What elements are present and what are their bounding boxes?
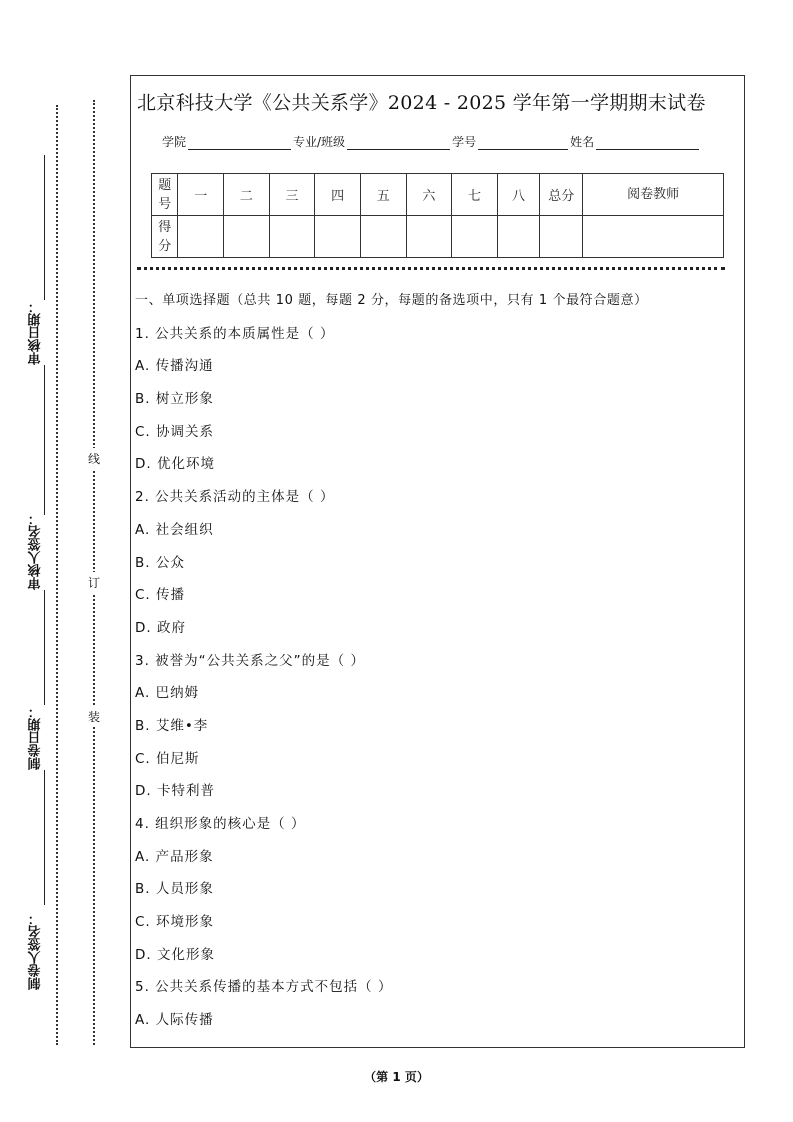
maker-sign-label: 制卷人签名： xyxy=(28,912,44,990)
col-4: 四 xyxy=(315,174,361,216)
review-date-line xyxy=(44,155,45,300)
q1-option-d: D. 优化环境 xyxy=(135,456,215,473)
reviewer-sign-line xyxy=(44,365,45,515)
score-cell-3[interactable] xyxy=(269,216,315,258)
question-number-row xyxy=(152,174,724,216)
score-cell-5[interactable] xyxy=(360,216,406,258)
q1-option-c: C. 协调关系 xyxy=(135,423,215,440)
col-8: 八 xyxy=(497,174,539,216)
q2-option-b: B. 公众 xyxy=(135,554,185,571)
q3-option-d: D. 卡特利普 xyxy=(135,783,215,800)
binding-zhuang-char: 装 xyxy=(86,706,102,727)
make-date-label: 制卷日期： xyxy=(28,705,44,770)
col-6: 六 xyxy=(406,174,452,216)
q4-option-b: B. 人员形象 xyxy=(135,881,214,898)
q3-option-a: A. 巴纳姆 xyxy=(135,685,200,702)
score-table xyxy=(151,173,724,258)
score-cell-total[interactable] xyxy=(540,216,583,258)
score-cell-reviewer[interactable] xyxy=(583,216,724,258)
score-cell-1[interactable] xyxy=(178,216,224,258)
maker-sign-line xyxy=(44,770,45,905)
student-id-field[interactable] xyxy=(478,137,568,150)
exam-title: 北京科技大学《公共关系学》2024 - 2025 学年第一学期期末试卷 xyxy=(137,92,706,114)
student-id-label: 学号 xyxy=(452,135,477,149)
q4-option-d: D. 文化形象 xyxy=(135,946,215,963)
make-date-line xyxy=(44,590,45,705)
major-class-label: 专业/班级 xyxy=(293,135,346,149)
q4-option-c: C. 环境形象 xyxy=(135,914,215,931)
score-label: 得分 xyxy=(152,216,178,258)
question-3: 3. 被誉为“公共关系之父”的是（ ） xyxy=(135,652,365,669)
header-separator xyxy=(137,267,725,270)
q1-option-a: A. 传播沟通 xyxy=(135,358,214,375)
college-field[interactable] xyxy=(188,137,291,150)
binding-ding-char: 订 xyxy=(86,572,102,593)
q2-option-a: A. 社会组织 xyxy=(135,521,214,538)
name-label: 姓名 xyxy=(570,135,595,149)
score-cell-8[interactable] xyxy=(497,216,539,258)
q4-option-a: A. 产品形象 xyxy=(135,848,214,865)
section-heading: 一、单项选择题（总共 10 题，每题 2 分，每题的备选项中，只有 1 个最符合题意） xyxy=(135,293,648,308)
question-4: 4. 组织形象的核心是（ ） xyxy=(135,816,306,832)
score-cell-7[interactable] xyxy=(452,216,498,258)
question-content xyxy=(135,290,745,1042)
q2-option-d: D. 政府 xyxy=(135,619,186,636)
question-number-label: 题号 xyxy=(152,174,178,216)
score-cell-4[interactable] xyxy=(315,216,361,258)
q3-option-c: C. 伯尼斯 xyxy=(135,750,200,767)
question-1: 1. 公共关系的本质属性是（ ） xyxy=(135,325,335,342)
q5-option-a: A. 人际传播 xyxy=(135,1012,214,1029)
col-1: 一 xyxy=(178,174,224,216)
review-date-label: 审核日期： xyxy=(28,300,44,365)
student-info-row xyxy=(162,133,701,150)
q2-option-c: C. 传播 xyxy=(135,587,186,604)
college-label: 学院 xyxy=(162,135,187,149)
col-5: 五 xyxy=(360,174,406,216)
question-5: 5. 公共关系传播的基本方式不包括（ ） xyxy=(135,979,393,996)
outer-dotted-line xyxy=(56,105,58,1045)
page-number: （第 1 页） xyxy=(364,1070,429,1084)
col-7: 七 xyxy=(452,174,498,216)
col-total: 总分 xyxy=(540,174,583,216)
q1-option-b: B. 树立形象 xyxy=(135,391,214,408)
q3-option-b: B. 艾维•李 xyxy=(135,717,209,734)
col-3: 三 xyxy=(269,174,315,216)
col-2: 二 xyxy=(224,174,270,216)
name-field[interactable] xyxy=(596,137,699,150)
reviewer-header: 阅卷教师 xyxy=(583,174,724,216)
score-cell-2[interactable] xyxy=(224,216,270,258)
question-2: 2. 公共关系活动的主体是（ ） xyxy=(135,489,335,506)
score-row xyxy=(152,216,724,258)
binding-line-char: 线 xyxy=(86,448,102,469)
score-cell-6[interactable] xyxy=(406,216,452,258)
major-class-field[interactable] xyxy=(347,137,450,150)
reviewer-sign-label: 审核人签名： xyxy=(28,512,44,590)
